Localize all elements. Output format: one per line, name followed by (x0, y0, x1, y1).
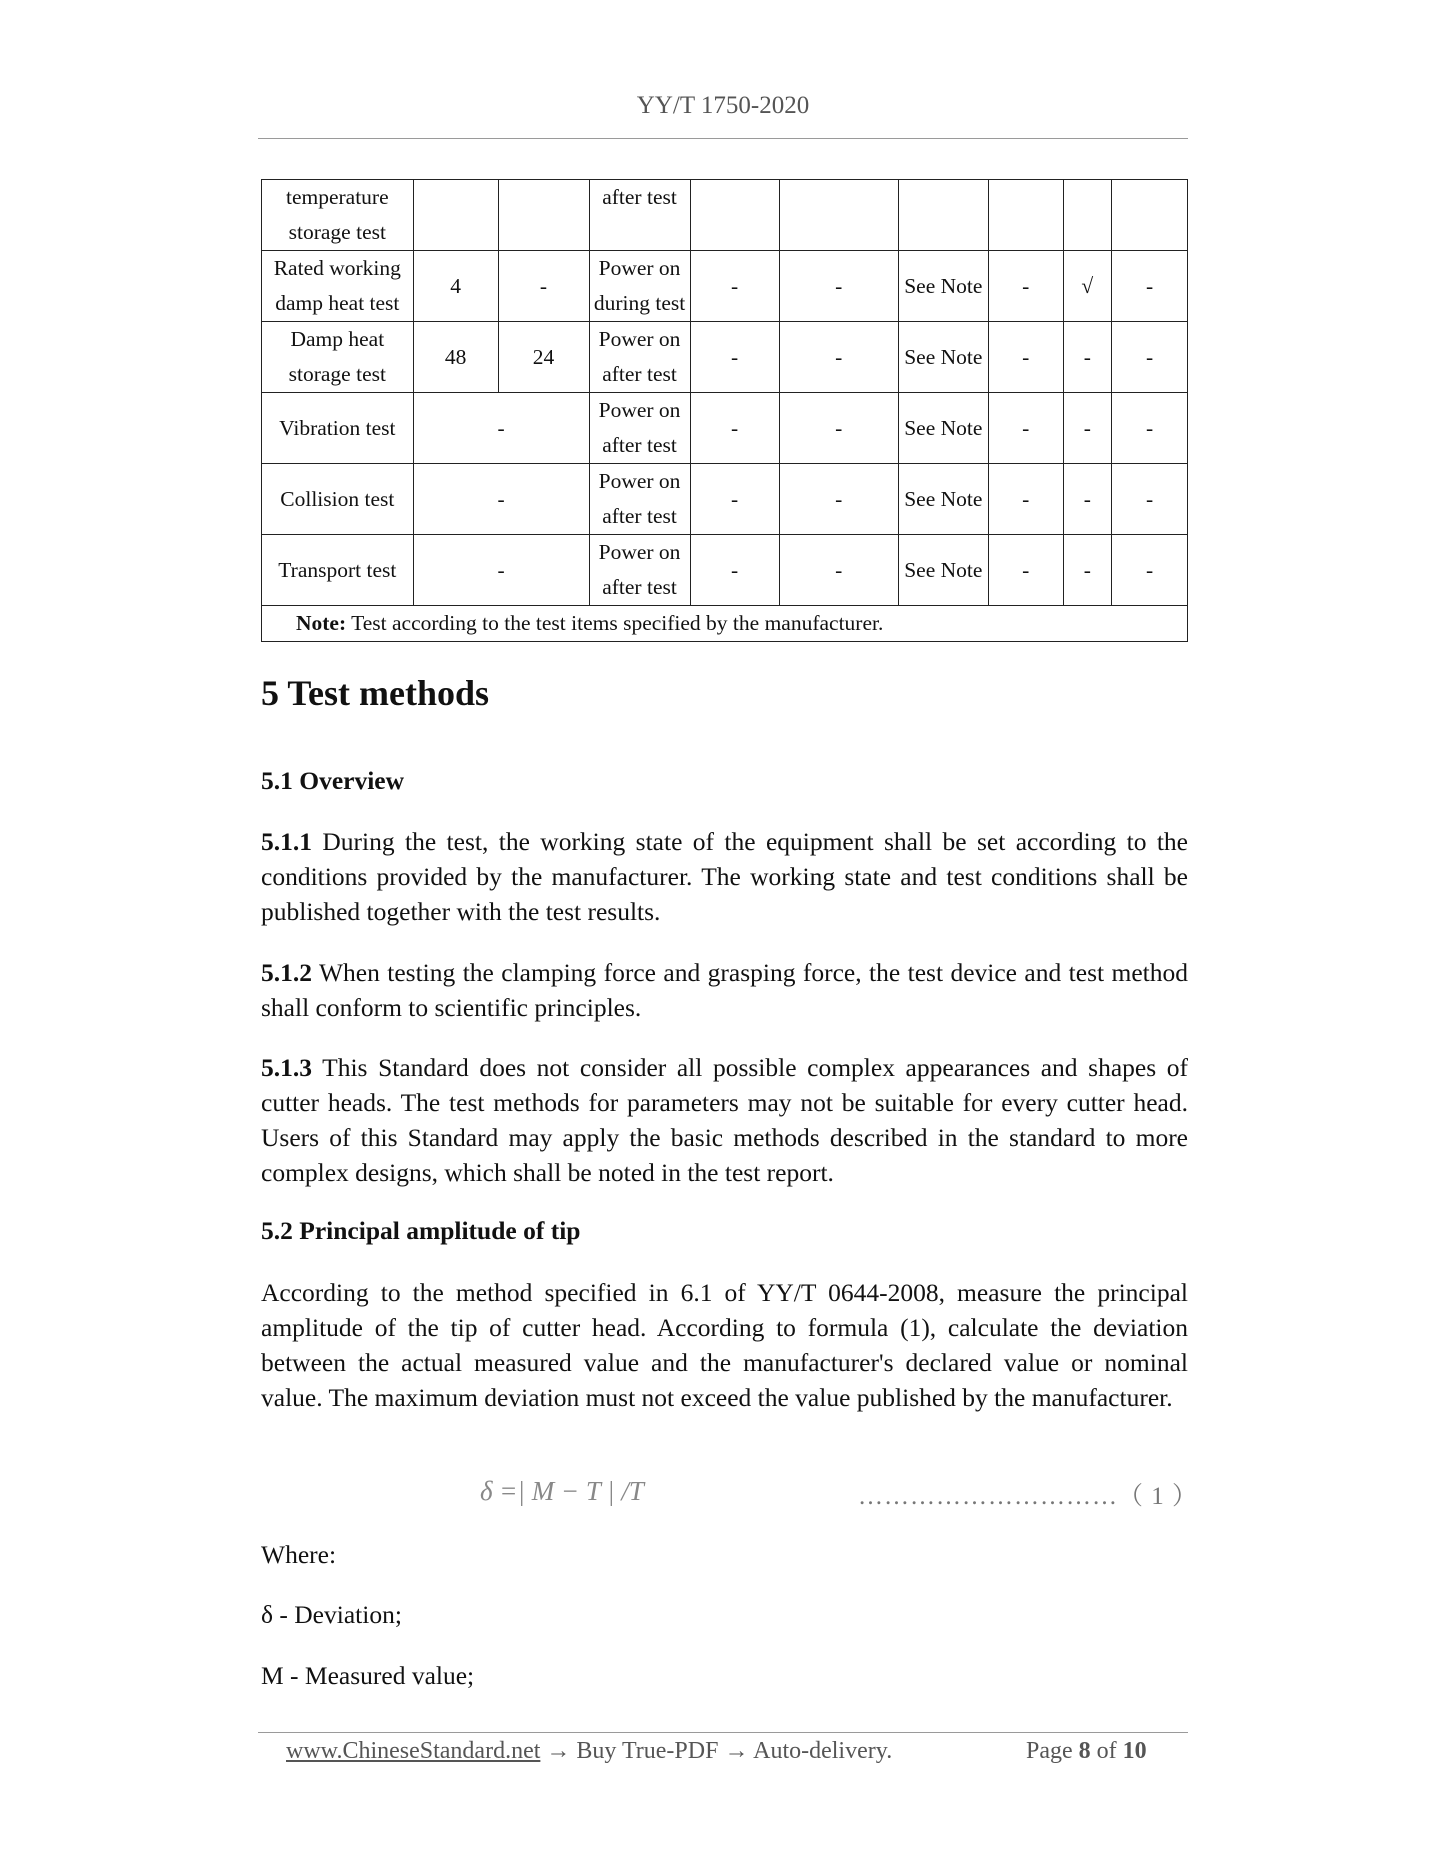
power-state-cell: Power on after test (589, 464, 690, 535)
footer-promo-text: → Buy True-PDF → Auto-delivery. (540, 1738, 893, 1764)
table-cell: - (690, 535, 779, 606)
clause-number: 5.1.1 (261, 827, 312, 856)
power-state-cell: Power on after test (589, 322, 690, 393)
total-pages: 10 (1122, 1738, 1147, 1764)
table-cell (413, 180, 498, 251)
test-name-cell: Damp heat storage test (262, 322, 414, 393)
clause-number: 5.1.3 (261, 1053, 312, 1082)
clause-text: This Standard does not consider all possible complex appearances and shapes of cutter heads. The test methods for parameters may not be suitable for every cutter head. Users of this Standard may apply the basic methods described in the standard to more complex designs, which shall be noted in the test report. (261, 1053, 1188, 1187)
table-cell: - (1063, 464, 1112, 535)
table-cell: - (988, 464, 1063, 535)
table-cell (498, 180, 589, 251)
test-name-cell: Collision test (262, 464, 414, 535)
table-cell: - (779, 535, 898, 606)
table-row (262, 180, 1188, 251)
current-page: 8 (1078, 1738, 1091, 1764)
where-label: Where: (261, 1540, 337, 1569)
clause-number: 5.1.2 (261, 958, 312, 987)
table-row (262, 393, 1188, 464)
footer-divider (258, 1732, 1188, 1733)
footer-promo (286, 1738, 892, 1765)
table-cell: - (413, 393, 589, 464)
table-row (262, 251, 1188, 322)
note-label: Note: (296, 611, 347, 635)
table-cell: - (779, 464, 898, 535)
clause-text: During the test, the working state of the equipment shall be set according to the conditions provided by the manufacturer. The working state and test conditions shall be published together with the test results. (261, 827, 1188, 926)
test-conditions-table (261, 179, 1188, 642)
table-cell: - (498, 251, 589, 322)
table-cell: - (1063, 535, 1112, 606)
table-cell: - (690, 322, 779, 393)
test-name-cell: temperature storage test (262, 180, 414, 251)
power-state-cell: Power on after test (589, 393, 690, 464)
table-row (262, 322, 1188, 393)
table-cell: - (1112, 322, 1188, 393)
power-state-cell: Power on after test (589, 535, 690, 606)
test-name-cell: Transport test (262, 535, 414, 606)
table-cell: 48 (413, 322, 498, 393)
table-cell: - (988, 535, 1063, 606)
table-cell: See Note (898, 535, 988, 606)
table-note-row (262, 606, 1188, 642)
paragraph-5-1-1 (261, 824, 1188, 929)
table-cell: - (1112, 251, 1188, 322)
table-cell: - (1063, 322, 1112, 393)
document-header: YY/T 1750-2020 (636, 92, 810, 119)
table-cell: - (413, 535, 589, 606)
table-cell: 4 (413, 251, 498, 322)
website-link[interactable]: www.ChineseStandard.net (286, 1738, 541, 1764)
table-cell (898, 180, 988, 251)
table-cell (690, 180, 779, 251)
test-name-cell: Rated working damp heat test (262, 251, 414, 322)
note-text: Test according to the test items specified by the manufacturer. (346, 611, 884, 635)
of-label: of (1090, 1738, 1123, 1764)
table-cell: - (690, 464, 779, 535)
section-title: 5 Test methods (261, 673, 490, 713)
table-cell (1063, 180, 1112, 251)
table-cell: See Note (898, 464, 988, 535)
header-divider (258, 138, 1188, 139)
table-cell: - (779, 251, 898, 322)
table-cell (779, 180, 898, 251)
table-cell: - (690, 251, 779, 322)
paragraph-5-1-3 (261, 1050, 1188, 1190)
clause-text: When testing the clamping force and grasping force, the test device and test method shall conform to scientific principles. (261, 958, 1188, 1022)
table-cell: - (690, 393, 779, 464)
table-row (262, 464, 1188, 535)
table-cell: - (988, 393, 1063, 464)
table-cell: - (779, 322, 898, 393)
table-cell (988, 180, 1063, 251)
table-note (262, 606, 1188, 642)
table-row (262, 535, 1188, 606)
table-cell: - (1112, 464, 1188, 535)
table-cell: - (1063, 393, 1112, 464)
table-cell: See Note (898, 393, 988, 464)
table-cell: See Note (898, 322, 988, 393)
page-label: Page (1026, 1738, 1079, 1764)
table-cell: - (1112, 393, 1188, 464)
definition-m: M - Measured value; (261, 1661, 475, 1690)
test-name-cell: Vibration test (262, 393, 414, 464)
page-number (1026, 1738, 1147, 1765)
subsection-title-principal-amplitude: 5.2 Principal amplitude of tip (261, 1216, 581, 1245)
table-cell: √ (1063, 251, 1112, 322)
table-cell: - (413, 464, 589, 535)
definition-delta: δ - Deviation; (261, 1600, 402, 1629)
table-cell: See Note (898, 251, 988, 322)
formula-reference: …………………………（ 1 ） (858, 1483, 1199, 1510)
table-cell: - (988, 322, 1063, 393)
table-cell (1112, 180, 1188, 251)
table-cell: - (988, 251, 1063, 322)
subsection-title-overview: 5.1 Overview (261, 766, 405, 795)
power-state-cell: after test (589, 180, 690, 251)
table-cell: - (1112, 535, 1188, 606)
paragraph-5-1-2 (261, 955, 1188, 1025)
table-cell: 24 (498, 322, 589, 393)
table-cell: - (779, 393, 898, 464)
power-state-cell: Power on during test (589, 251, 690, 322)
formula: δ =| M − T | /T (480, 1476, 644, 1506)
paragraph-5-2: According to the method specified in 6.1 of YY/T 0644-2008, measure the principal amplitude of the tip of cutter head. According to formula (1), calculate the deviation between the actual measured value and the manufacturer's declared value or nominal value. The maximum deviation must not exceed the value published by the manufacturer. (261, 1278, 1188, 1412)
